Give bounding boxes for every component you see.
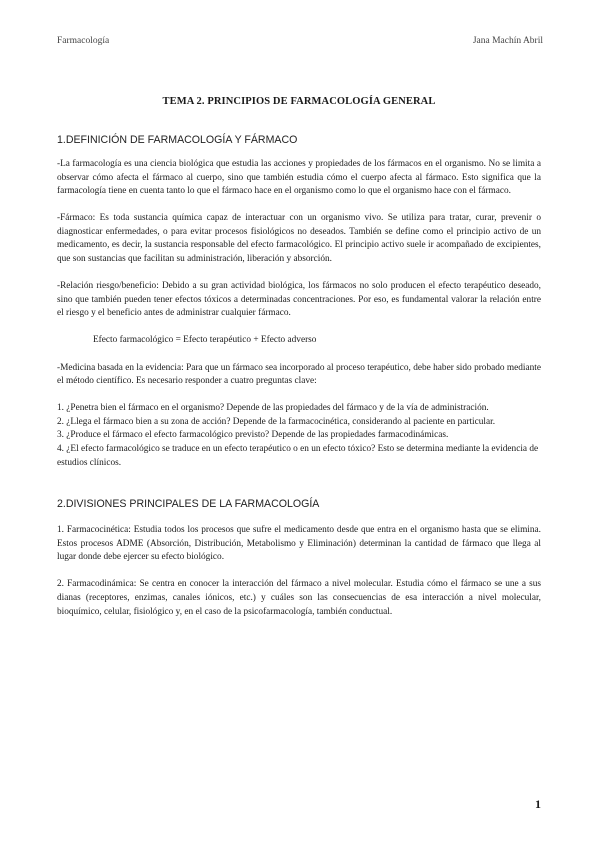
header-subject: Farmacología: [57, 36, 110, 46]
section-2-paragraph: 2. Farmacodinámica: Se centra en conocer la interacción del fármaco a nivel molecular. Estudia cómo el fármaco se une a sus dianas (receptores, enzimas, canales iónicos, etc.) y cuáles son las consecuencias de esa interacción a nivel molecular, bioquímico, celular, fisiológico y, en el caso de la psicofarmacología, también conductual.: [57, 579, 541, 617]
document-body: [57, 96, 541, 633]
list-item: 2. ¿Llega el fármaco bien a su zona de acción? Depende de la farmacocinética, considerando al paciente en particular.: [57, 416, 496, 427]
section-1-paragraph: -Medicina basada en la evidencia: Para que un fármaco sea incorporado al proceso terapéutico, debe haber sido probado mediante el método científico. Es necesario responder a cuatro preguntas clave:: [57, 362, 541, 387]
section-1-paragraph: -Relación riesgo/beneficio: Debido a su gran actividad biológica, los fármacos no solo producen el efecto terapéutico deseado, sino que también pueden tener efectos tóxicos a determinadas concentraciones. Por eso, es fundamental valorar la relación entre el riesgo y el beneficio antes de administrar cualquier fármaco.: [57, 281, 541, 319]
section-1-paragraph: -La farmacología es una ciencia biológica que estudia las acciones y propiedades de los fármacos en el organismo. No se limita a observar cómo afecta el fármaco al cuerpo, sino que también estudia cómo el cuerpo afecta al fármaco. Esto significa que la farmacología tiene en cuenta tanto lo que el fármaco hace en el organismo como lo que el organismo hace con el fármaco.: [57, 159, 541, 197]
header-author: Jana Machín Abril: [472, 36, 543, 46]
section-2-heading: 2.DIVISIONES PRINCIPALES DE LA FARMACOLOGÍA: [57, 498, 320, 511]
page-number: 1: [535, 797, 541, 811]
section-2-paragraph: 1. Farmacocinética: Estudia todos los procesos que sufre el medicamento desde que entra en el organismo hasta que se elimina. Estos procesos ADME (Absorción, Distribución, Metabolismo y Eliminación) determinan la cantidad de fármaco que llega al lugar donde debe ejercer su efecto biológico.: [57, 525, 541, 563]
questions-list: [57, 402, 541, 470]
list-item: 4. ¿El efecto farmacológico se traduce en un efecto terapéutico o en un efecto tóxico? Esto se determina mediante la evidencia de estudios clínicos.: [57, 444, 539, 468]
list-item: 1. ¿Penetra bien el fármaco en el organismo? Depende de las propiedades del fármaco y de la vía de administración.: [57, 403, 489, 414]
section-1-heading: 1.DEFINICIÓN DE FARMACOLOGÍA Y FÁRMACO: [57, 134, 298, 146]
page-header: [57, 36, 543, 50]
formula-line: Efecto farmacológico = Efecto terapéutico + Efecto adverso: [93, 335, 317, 346]
section-1-paragraph: -Fármaco: Es toda sustancia química capaz de interactuar con un organismo vivo. Se utiliza para tratar, curar, prevenir o diagnosticar enfermedades, o para evitar procesos fisiológicos no deseados. También se define como el principio activo de un medicamento, es decir, la sustancia responsable del efecto farmacológico. El principio activo suele ir acompañado de excipientes, que son sustancias que facilitan su administración, liberación y absorción.: [57, 213, 541, 265]
list-item: 3. ¿Produce el fármaco el efecto farmacológico previsto? Depende de las propiedades farmacodinámicas.: [57, 430, 449, 441]
document-title: TEMA 2. PRINCIPIOS DE FARMACOLOGÍA GENERAL: [162, 96, 436, 107]
